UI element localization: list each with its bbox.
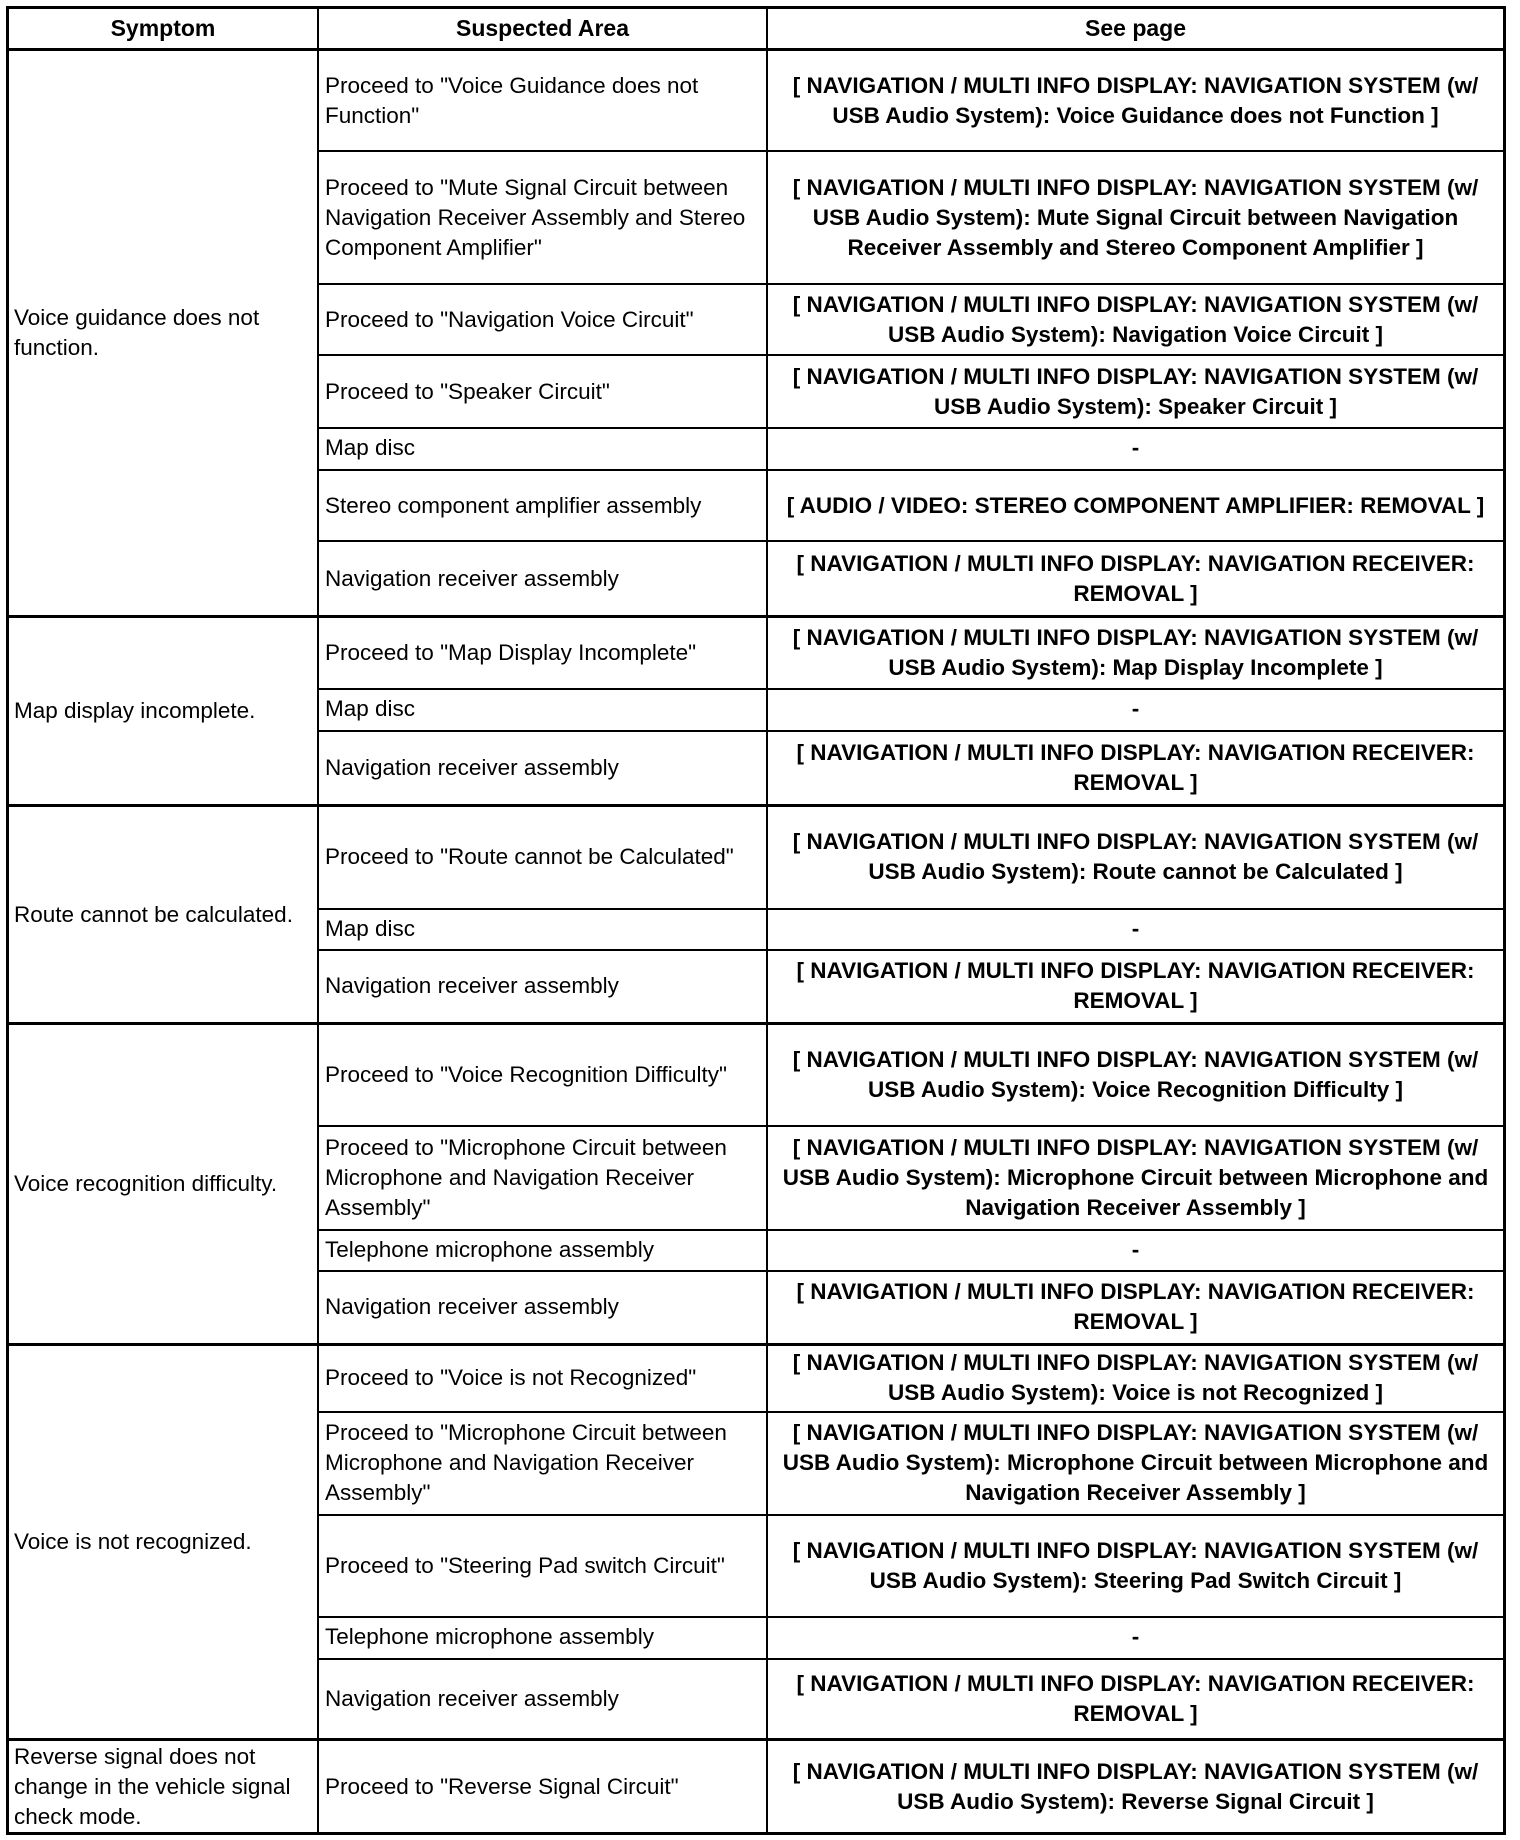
symptom-group-voice-not-recognized — [9, 1346, 1503, 1741]
table-row — [319, 951, 1503, 1022]
suspected-area-cell: Map disc — [319, 910, 768, 949]
symptom-cell: Route cannot be calculated. — [9, 807, 319, 1022]
table-row — [319, 807, 1503, 910]
suspected-area-cell: Telephone microphone assembly — [319, 1618, 768, 1658]
symptom-group-voice-recognition — [9, 1025, 1503, 1346]
see-page-link[interactable]: [ NAVIGATION / MULTI INFO DISPLAY: NAVIGATION RECEIVER: REMOVAL ] — [796, 1279, 1475, 1335]
table-row — [319, 1660, 1503, 1738]
symptom-cell: Map display incomplete. — [9, 618, 319, 804]
symptom-group-map-display — [9, 618, 1503, 807]
table-row — [319, 618, 1503, 690]
symptom-cell: Voice is not recognized. — [9, 1346, 319, 1738]
header-symptom: Symptom — [9, 9, 319, 48]
see-page-link[interactable]: [ AUDIO / VIDEO: STEREO COMPONENT AMPLIFIER: REMOVAL ] — [786, 492, 1485, 518]
header-see-page: See page — [1085, 15, 1186, 41]
symptom-cell: Reverse signal does not change in the vehicle signal check mode. — [9, 1741, 319, 1832]
suspected-area-cell: Proceed to "Speaker Circuit" — [319, 356, 768, 427]
see-page-value: - — [1131, 695, 1140, 721]
see-page-link[interactable]: [ NAVIGATION / MULTI INFO DISPLAY: NAVIGATION SYSTEM (w/ USB Audio System): Voice Guidance does not Function ] — [792, 72, 1479, 128]
see-page-link[interactable]: [ NAVIGATION / MULTI INFO DISPLAY: NAVIGATION SYSTEM (w/ USB Audio System): Voice is not Recognized ] — [792, 1350, 1479, 1406]
see-page-link[interactable]: [ NAVIGATION / MULTI INFO DISPLAY: NAVIGATION RECEIVER: REMOVAL ] — [796, 550, 1475, 606]
suspected-area-cell: Proceed to "Voice is not Recognized" — [319, 1346, 768, 1411]
suspected-area-cell: Navigation receiver assembly — [319, 732, 768, 804]
see-page-value: - — [1131, 1237, 1140, 1263]
see-page-value: - — [1131, 1623, 1140, 1649]
table-row — [319, 542, 1503, 615]
see-page-link[interactable]: [ NAVIGATION / MULTI INFO DISPLAY: NAVIGATION SYSTEM (w/ USB Audio System): Microphone Circuit between Microphone and Navigation Receiver Assembly ] — [782, 1420, 1489, 1506]
table-row — [319, 1516, 1503, 1618]
table-row — [319, 285, 1503, 357]
table-row — [319, 1127, 1503, 1231]
table-row — [319, 1346, 1503, 1413]
see-page-link[interactable]: [ NAVIGATION / MULTI INFO DISPLAY: NAVIGATION SYSTEM (w/ USB Audio System): Voice Recognition Difficulty ] — [792, 1047, 1479, 1103]
table-row — [319, 429, 1503, 471]
header-suspected-area: Suspected Area — [319, 9, 768, 48]
suspected-area-cell: Navigation receiver assembly — [319, 951, 768, 1022]
suspected-area-cell: Telephone microphone assembly — [319, 1231, 768, 1270]
suspected-area-cell: Map disc — [319, 690, 768, 730]
suspected-area-cell: Proceed to "Route cannot be Calculated" — [319, 807, 768, 908]
suspected-area-cell: Proceed to "Reverse Signal Circuit" — [319, 1741, 768, 1832]
suspected-area-cell: Proceed to "Navigation Voice Circuit" — [319, 285, 768, 355]
see-page-link[interactable]: [ NAVIGATION / MULTI INFO DISPLAY: NAVIGATION SYSTEM (w/ USB Audio System): Speaker Circuit ] — [792, 363, 1479, 419]
table-row — [319, 1025, 1503, 1127]
see-page-value: - — [1131, 434, 1140, 460]
suspected-area-cell: Navigation receiver assembly — [319, 1660, 768, 1738]
suspected-area-cell: Proceed to "Voice Guidance does not Function" — [319, 51, 768, 150]
see-page-link[interactable]: [ NAVIGATION / MULTI INFO DISPLAY: NAVIGATION SYSTEM (w/ USB Audio System): Reverse Signal Circuit ] — [792, 1758, 1479, 1814]
see-page-value: - — [1131, 915, 1140, 941]
table-row — [319, 1272, 1503, 1343]
see-page-link[interactable]: [ NAVIGATION / MULTI INFO DISPLAY: NAVIGATION SYSTEM (w/ USB Audio System): Navigation Voice Circuit ] — [792, 291, 1479, 347]
problem-symptoms-table — [6, 6, 1506, 1835]
table-row — [319, 1231, 1503, 1272]
see-page-link[interactable]: [ NAVIGATION / MULTI INFO DISPLAY: NAVIGATION SYSTEM (w/ USB Audio System): Map Display Incomplete ] — [792, 624, 1479, 680]
table-row — [319, 471, 1503, 543]
see-page-link[interactable]: [ NAVIGATION / MULTI INFO DISPLAY: NAVIGATION SYSTEM (w/ USB Audio System): Route cannot be Calculated ] — [792, 829, 1479, 885]
table-row — [319, 1741, 1503, 1832]
symptom-group-route — [9, 807, 1503, 1025]
table-row — [319, 356, 1503, 429]
table-row — [319, 910, 1503, 951]
table-row — [319, 152, 1503, 284]
suspected-area-cell: Proceed to "Mute Signal Circuit between Navigation Receiver Assembly and Stereo Component Amplifier" — [319, 152, 768, 282]
suspected-area-cell: Proceed to "Microphone Circuit between Microphone and Navigation Receiver Assembly" — [319, 1127, 768, 1229]
suspected-area-cell: Proceed to "Map Display Incomplete" — [319, 618, 768, 688]
see-page-link[interactable]: [ NAVIGATION / MULTI INFO DISPLAY: NAVIGATION SYSTEM (w/ USB Audio System): Steering Pad Switch Circuit ] — [792, 1537, 1479, 1593]
table-row — [319, 732, 1503, 804]
table-header-row — [9, 9, 1503, 51]
symptom-cell: Voice guidance does not function. — [9, 51, 319, 615]
table-row — [319, 690, 1503, 732]
table-row — [319, 51, 1503, 152]
table-row — [319, 1618, 1503, 1660]
see-page-link[interactable]: [ NAVIGATION / MULTI INFO DISPLAY: NAVIGATION SYSTEM (w/ USB Audio System): Microphone Circuit between Microphone and Navigation Receiver Assembly ] — [782, 1135, 1489, 1221]
see-page-link[interactable]: [ NAVIGATION / MULTI INFO DISPLAY: NAVIGATION RECEIVER: REMOVAL ] — [796, 958, 1475, 1014]
see-page-link[interactable]: [ NAVIGATION / MULTI INFO DISPLAY: NAVIGATION SYSTEM (w/ USB Audio System): Mute Signal Circuit between Navigation Receiver Assembly and Stereo Component Amplifier ] — [792, 174, 1479, 260]
symptom-group-voice-guidance — [9, 51, 1503, 618]
see-page-link[interactable]: [ NAVIGATION / MULTI INFO DISPLAY: NAVIGATION RECEIVER: REMOVAL ] — [796, 740, 1475, 796]
suspected-area-cell: Navigation receiver assembly — [319, 542, 768, 615]
symptom-group-reverse-signal — [9, 1741, 1503, 1832]
suspected-area-cell: Proceed to "Microphone Circuit between Microphone and Navigation Receiver Assembly" — [319, 1413, 768, 1514]
symptom-cell: Voice recognition difficulty. — [9, 1025, 319, 1343]
table-row — [319, 1413, 1503, 1516]
suspected-area-cell: Stereo component amplifier assembly — [319, 471, 768, 541]
suspected-area-cell: Proceed to "Steering Pad switch Circuit" — [319, 1516, 768, 1616]
suspected-area-cell: Proceed to "Voice Recognition Difficulty" — [319, 1025, 768, 1125]
suspected-area-cell: Navigation receiver assembly — [319, 1272, 768, 1343]
suspected-area-cell: Map disc — [319, 429, 768, 469]
see-page-link[interactable]: [ NAVIGATION / MULTI INFO DISPLAY: NAVIGATION RECEIVER: REMOVAL ] — [796, 1670, 1475, 1726]
